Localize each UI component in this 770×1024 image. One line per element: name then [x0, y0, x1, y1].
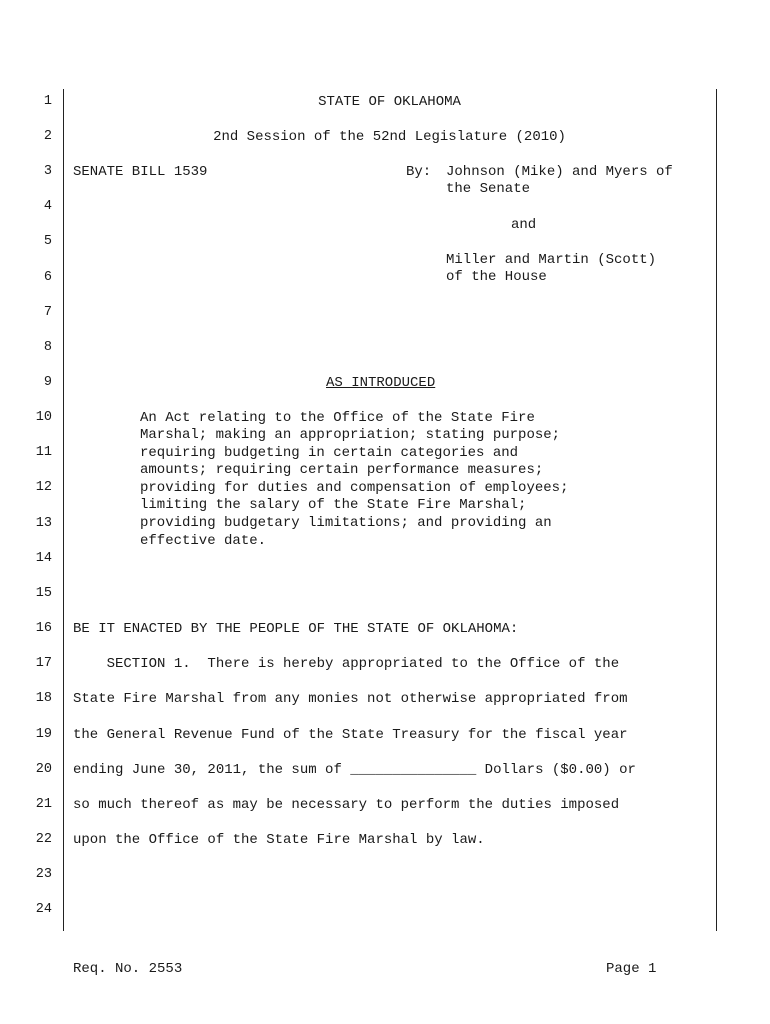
- left-margin-rule: [63, 89, 64, 931]
- title-line: requiring budgeting in certain categories and: [140, 445, 519, 461]
- line-number: 3: [43, 164, 52, 179]
- line-number: 19: [35, 727, 52, 742]
- line-number: 4: [43, 199, 52, 214]
- request-number: Req. No. 2553: [73, 961, 183, 977]
- title-line: providing budgetary limitations; and providing an: [140, 515, 552, 531]
- state-heading: STATE OF OKLAHOMA: [318, 94, 461, 110]
- line-number: 16: [35, 621, 52, 636]
- line-number: 20: [35, 762, 52, 777]
- by-label: By:: [406, 164, 432, 180]
- line-number: 15: [35, 586, 52, 601]
- body-line: so much thereof as may be necessary to perform the duties imposed: [73, 797, 620, 813]
- body-line: upon the Office of the State Fire Marshal by law.: [73, 832, 485, 848]
- line-number: 21: [35, 797, 52, 812]
- title-line: An Act relating to the Office of the State Fire: [140, 410, 535, 426]
- line-number: 9: [43, 375, 52, 390]
- line-number: 7: [43, 305, 52, 320]
- sponsors-and: and: [511, 217, 537, 233]
- right-margin-rule: [716, 89, 717, 931]
- enacting-clause: BE IT ENACTED BY THE PEOPLE OF THE STATE OF OKLAHOMA:: [73, 621, 519, 637]
- line-number: 14: [35, 551, 52, 566]
- line-number: 11: [35, 445, 52, 460]
- title-line: Marshal; making an appropriation; stating purpose;: [140, 427, 561, 443]
- house-sponsors-line1: Miller and Martin (Scott): [446, 252, 657, 268]
- line-number: 1: [43, 94, 52, 109]
- senate-sponsors-line2: the Senate: [446, 181, 531, 197]
- line-number: 8: [43, 340, 52, 355]
- body-line: the General Revenue Fund of the State Treasury for the fiscal year: [73, 727, 628, 743]
- title-line: amounts; requiring certain performance measures;: [140, 462, 544, 478]
- line-number: 13: [35, 516, 52, 531]
- body-line: SECTION 1. There is hereby appropriated to the Office of the: [73, 656, 620, 672]
- body-line: State Fire Marshal from any monies not otherwise appropriated from: [73, 691, 628, 707]
- line-number: 17: [35, 656, 52, 671]
- line-number: 10: [35, 410, 52, 425]
- bill-number: SENATE BILL 1539: [73, 164, 208, 180]
- line-number: 24: [35, 902, 52, 917]
- bill-status: AS INTRODUCED: [326, 375, 436, 391]
- line-number: 2: [43, 129, 52, 144]
- line-number: 12: [35, 480, 52, 495]
- title-line: effective date.: [140, 533, 267, 549]
- line-number: 22: [35, 832, 52, 847]
- title-line: providing for duties and compensation of employees;: [140, 480, 569, 496]
- body-line: ending June 30, 2011, the sum of _______________ Dollars ($0.00) or: [73, 762, 636, 778]
- page-number: Page 1: [606, 961, 657, 977]
- line-number: 23: [35, 867, 52, 882]
- session-heading: 2nd Session of the 52nd Legislature (2010): [213, 129, 566, 145]
- line-number: 6: [43, 270, 52, 285]
- house-sponsors-line2: of the House: [446, 269, 547, 285]
- title-line: limiting the salary of the State Fire Marshal;: [140, 497, 527, 513]
- line-number: 5: [43, 234, 52, 249]
- senate-sponsors-line1: Johnson (Mike) and Myers of: [446, 164, 673, 180]
- line-number: 18: [35, 691, 52, 706]
